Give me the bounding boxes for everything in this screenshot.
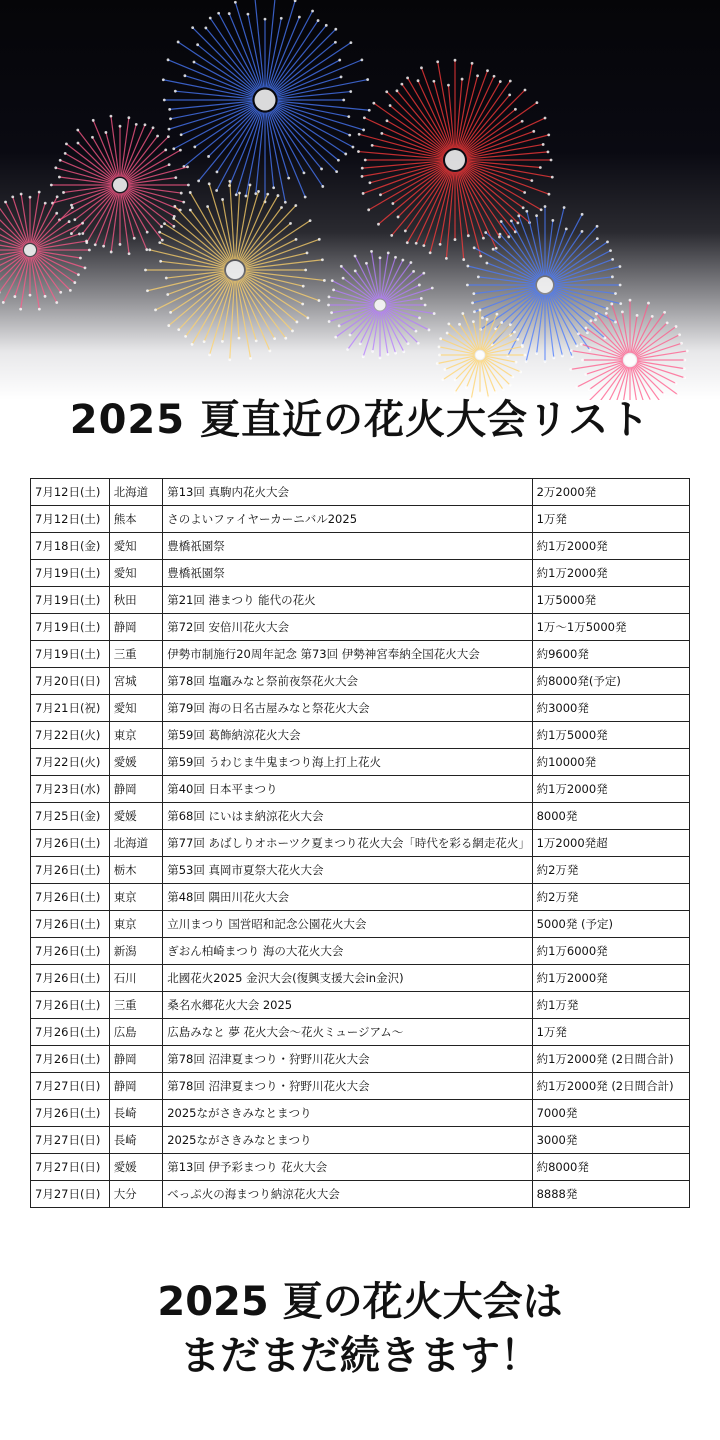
event-name: 第68回 にいはま納涼花火大会 bbox=[163, 803, 532, 830]
event-name: 第78回 塩竈みなと祭前夜祭花火大会 bbox=[163, 668, 532, 695]
event-date: 7月19日(土) bbox=[31, 614, 110, 641]
event-name: 第59回 うわじま牛鬼まつり海上打上花火 bbox=[163, 749, 532, 776]
firework-burst bbox=[162, 0, 371, 204]
closing-line-1: 2025 夏の花火大会は bbox=[157, 1279, 563, 1325]
event-date: 7月26日(土) bbox=[31, 1019, 110, 1046]
event-name: 立川まつり 国営昭和記念公園花火大会 bbox=[163, 911, 532, 938]
event-name: 第72回 安倍川花火大会 bbox=[163, 614, 532, 641]
event-shot-count: 約1万2000発 bbox=[532, 560, 689, 587]
table-row bbox=[31, 533, 690, 560]
page-title: 2025 夏直近の花火大会リスト bbox=[69, 397, 651, 443]
table-row bbox=[31, 938, 690, 965]
event-date: 7月26日(土) bbox=[31, 1100, 110, 1127]
event-prefecture: 熊本 bbox=[109, 506, 163, 533]
event-prefecture: 愛媛 bbox=[109, 803, 163, 830]
event-date: 7月26日(土) bbox=[31, 965, 110, 992]
event-date: 7月26日(土) bbox=[31, 938, 110, 965]
event-name: 第77回 あばしりオホーツク夏まつり花火大会「時代を彩る網走花火」 bbox=[163, 830, 532, 857]
event-prefecture: 静岡 bbox=[109, 1046, 163, 1073]
event-name: 広島みなと 夢 花火大会～花火ミュージアム～ bbox=[163, 1019, 532, 1046]
event-date: 7月19日(土) bbox=[31, 587, 110, 614]
event-date: 7月27日(日) bbox=[31, 1073, 110, 1100]
event-prefecture: 愛知 bbox=[109, 560, 163, 587]
event-shot-count: 約2万発 bbox=[532, 857, 689, 884]
table-row bbox=[31, 668, 690, 695]
event-prefecture: 三重 bbox=[109, 641, 163, 668]
event-name: 第59回 葛飾納涼花火大会 bbox=[163, 722, 532, 749]
event-name: 豊橋祇園祭 bbox=[163, 560, 532, 587]
table-row bbox=[31, 992, 690, 1019]
event-shot-count: 約10000発 bbox=[532, 749, 689, 776]
event-name: 第48回 隅田川花火大会 bbox=[163, 884, 532, 911]
event-name: 2025ながさきみなとまつり bbox=[163, 1127, 532, 1154]
firework-burst bbox=[50, 115, 190, 255]
event-name: 第21回 港まつり 能代の花火 bbox=[163, 587, 532, 614]
event-prefecture: 宮城 bbox=[109, 668, 163, 695]
event-prefecture: 長崎 bbox=[109, 1127, 163, 1154]
event-prefecture: 愛知 bbox=[109, 695, 163, 722]
fireworks-hero-image bbox=[0, 0, 720, 400]
event-name: 第13回 真駒内花火大会 bbox=[163, 479, 532, 506]
table-row bbox=[31, 695, 690, 722]
event-prefecture: 愛媛 bbox=[109, 1154, 163, 1181]
table-row bbox=[31, 506, 690, 533]
event-date: 7月12日(土) bbox=[31, 506, 110, 533]
event-shot-count: 約3000発 bbox=[532, 695, 689, 722]
event-shot-count: 約1万2000発 bbox=[532, 533, 689, 560]
table-row bbox=[31, 857, 690, 884]
event-shot-count: 3000発 bbox=[532, 1127, 689, 1154]
event-shot-count: 8000発 bbox=[532, 803, 689, 830]
event-name: 第79回 海の日名古屋みなと祭花火大会 bbox=[163, 695, 532, 722]
event-date: 7月20日(日) bbox=[31, 668, 110, 695]
event-shot-count: 1万発 bbox=[532, 506, 689, 533]
event-date: 7月27日(日) bbox=[31, 1127, 110, 1154]
table-row bbox=[31, 749, 690, 776]
event-prefecture: 石川 bbox=[109, 965, 163, 992]
event-date: 7月27日(日) bbox=[31, 1154, 110, 1181]
firework-burst bbox=[327, 250, 435, 359]
event-shot-count: 5000発 (予定) bbox=[532, 911, 689, 938]
event-name: さのよいファイヤーカーニバル2025 bbox=[163, 506, 532, 533]
event-name: 桑名水郷花火大会 2025 bbox=[163, 992, 532, 1019]
event-date: 7月23日(水) bbox=[31, 776, 110, 803]
table-row bbox=[31, 614, 690, 641]
event-shot-count: 約2万発 bbox=[532, 884, 689, 911]
event-shot-count: 2万2000発 bbox=[532, 479, 689, 506]
event-shot-count: 約1万発 bbox=[532, 992, 689, 1019]
event-shot-count: 約9600発 bbox=[532, 641, 689, 668]
firework-burst bbox=[144, 180, 326, 361]
event-date: 7月26日(土) bbox=[31, 857, 110, 884]
event-date: 7月22日(火) bbox=[31, 722, 110, 749]
table-row bbox=[31, 965, 690, 992]
event-date: 7月19日(土) bbox=[31, 641, 110, 668]
table-row bbox=[31, 641, 690, 668]
table-row bbox=[31, 911, 690, 938]
event-shot-count: 1万5000発 bbox=[532, 587, 689, 614]
event-shot-count: 約1万6000発 bbox=[532, 938, 689, 965]
event-shot-count: 1万～1万5000発 bbox=[532, 614, 689, 641]
event-date: 7月12日(土) bbox=[31, 479, 110, 506]
table-row bbox=[31, 722, 690, 749]
table-row bbox=[31, 560, 690, 587]
closing-line-2: まだまだ続きます！ bbox=[180, 1333, 540, 1379]
table-row bbox=[31, 884, 690, 911]
event-date: 7月26日(土) bbox=[31, 1046, 110, 1073]
event-prefecture: 愛知 bbox=[109, 533, 163, 560]
event-prefecture: 新潟 bbox=[109, 938, 163, 965]
event-shot-count: 約1万2000発 bbox=[532, 776, 689, 803]
event-shot-count: 1万発 bbox=[532, 1019, 689, 1046]
event-prefecture: 東京 bbox=[109, 911, 163, 938]
event-shot-count: 1万2000発超 bbox=[532, 830, 689, 857]
event-prefecture: 三重 bbox=[109, 992, 163, 1019]
event-prefecture: 長崎 bbox=[109, 1100, 163, 1127]
event-shot-count: 約1万2000発 (2日間合計) bbox=[532, 1046, 689, 1073]
event-name: 伊勢市制施行20周年記念 第73回 伊勢神宮奉納全国花火大会 bbox=[163, 641, 532, 668]
event-date: 7月27日(日) bbox=[31, 1181, 110, 1208]
event-name: 北國花火2025 金沢大会(復興支援大会in金沢) bbox=[163, 965, 532, 992]
event-table-body bbox=[31, 479, 690, 1208]
table-row bbox=[31, 1127, 690, 1154]
event-date: 7月19日(土) bbox=[31, 560, 110, 587]
event-name: 第78回 沼津夏まつり・狩野川花火大会 bbox=[163, 1046, 532, 1073]
event-date: 7月26日(土) bbox=[31, 830, 110, 857]
event-date: 7月25日(金) bbox=[31, 803, 110, 830]
event-shot-count: 約1万2000発 (2日間合計) bbox=[532, 1073, 689, 1100]
event-shot-count: 7000発 bbox=[532, 1100, 689, 1127]
event-prefecture: 東京 bbox=[109, 884, 163, 911]
event-prefecture: 北海道 bbox=[109, 479, 163, 506]
event-shot-count: 8888発 bbox=[532, 1181, 689, 1208]
event-date: 7月26日(土) bbox=[31, 911, 110, 938]
event-shot-count: 約1万5000発 bbox=[532, 722, 689, 749]
event-name: べっぷ火の海まつり納涼花火大会 bbox=[163, 1181, 532, 1208]
table-row bbox=[31, 830, 690, 857]
event-name: 第53回 真岡市夏祭大花火大会 bbox=[163, 857, 532, 884]
event-prefecture: 静岡 bbox=[109, 776, 163, 803]
event-name: 第13回 伊予彩まつり 花火大会 bbox=[163, 1154, 532, 1181]
table-row bbox=[31, 1073, 690, 1100]
event-date: 7月26日(土) bbox=[31, 884, 110, 911]
event-date: 7月18日(金) bbox=[31, 533, 110, 560]
event-name: 第78回 沼津夏まつり・狩野川花火大会 bbox=[163, 1073, 532, 1100]
firework-burst bbox=[0, 191, 91, 311]
event-date: 7月21日(祝) bbox=[31, 695, 110, 722]
firework-burst bbox=[436, 309, 526, 400]
event-shot-count: 約8000発 bbox=[532, 1154, 689, 1181]
table-row bbox=[31, 587, 690, 614]
event-prefecture: 東京 bbox=[109, 722, 163, 749]
event-prefecture: 静岡 bbox=[109, 1073, 163, 1100]
event-prefecture: 栃木 bbox=[109, 857, 163, 884]
event-name: 2025ながさきみなとまつり bbox=[163, 1100, 532, 1127]
event-shot-count: 約8000発(予定) bbox=[532, 668, 689, 695]
event-prefecture: 北海道 bbox=[109, 830, 163, 857]
table-row bbox=[31, 803, 690, 830]
table-row bbox=[31, 1019, 690, 1046]
event-prefecture: 広島 bbox=[109, 1019, 163, 1046]
table-row bbox=[31, 1154, 690, 1181]
event-prefecture: 秋田 bbox=[109, 587, 163, 614]
event-name: ぎおん柏崎まつり 海の大花火大会 bbox=[163, 938, 532, 965]
event-prefecture: 大分 bbox=[109, 1181, 163, 1208]
table-row bbox=[31, 1046, 690, 1073]
fireworks-event-table bbox=[30, 478, 690, 1208]
fireworks-illustration bbox=[0, 0, 720, 400]
table-row bbox=[31, 776, 690, 803]
event-prefecture: 愛媛 bbox=[109, 749, 163, 776]
event-prefecture: 静岡 bbox=[109, 614, 163, 641]
event-date: 7月22日(火) bbox=[31, 749, 110, 776]
event-name: 豊橋祇園祭 bbox=[163, 533, 532, 560]
event-shot-count: 約1万2000発 bbox=[532, 965, 689, 992]
firework-burst bbox=[466, 205, 622, 363]
event-date: 7月26日(土) bbox=[31, 992, 110, 1019]
closing-message bbox=[0, 1275, 720, 1383]
event-name: 第40回 日本平まつり bbox=[163, 776, 532, 803]
table-row bbox=[31, 1100, 690, 1127]
table-row bbox=[31, 479, 690, 506]
table-row bbox=[31, 1181, 690, 1208]
